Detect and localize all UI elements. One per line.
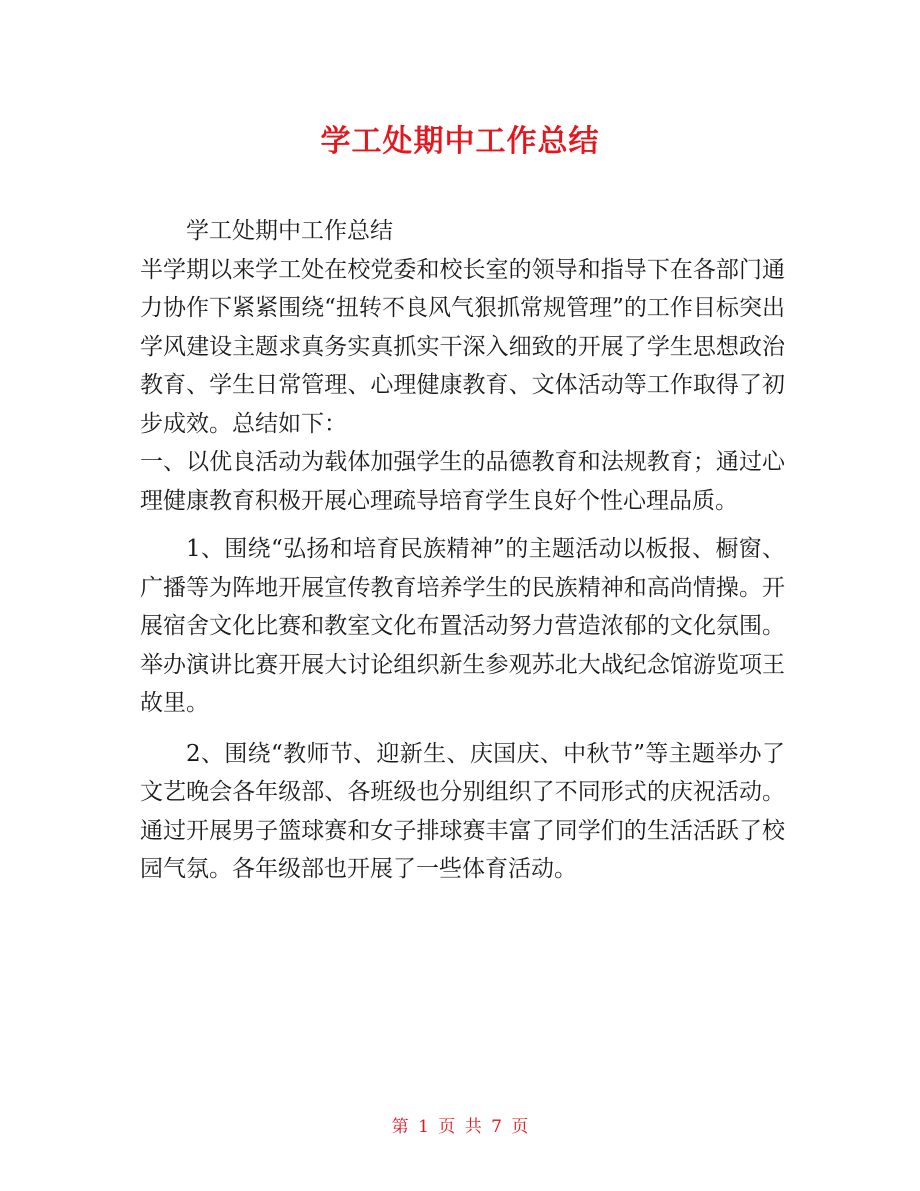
subtitle-paragraph: 学工处期中工作总结 [186, 218, 393, 244]
item-1-paragraph: 1、围绕“弘扬和培育民族精神”的主题活动以板报、橱窗、广播等为阵地开展宣传教育培养学生的民族精神和高尚情操。开展宿舍文化比赛和教室文化布置活动努力营造浓郁的文化氛围。举办演讲比赛开展大讨论组织新生参观苏北大战纪念馆游览项王故里。 [140, 536, 785, 716]
intro-paragraph: 半学期以来学工处在校党委和校长室的领导和指导下在各部门通力协作下紧紧围绕“扭转不良风气狠抓常规管理”的工作目标突出学风建设主题求真务实真抓实干深入细致的开展了学生思想政治教育、学生日常管理、心理健康教育、文体活动等工作取得了初步成效。总结如下： [140, 256, 785, 437]
document-title: 学工处期中工作总结 [320, 124, 600, 159]
document-body [140, 212, 785, 889]
page-number-footer: 第 1 页 共 7 页 [391, 1117, 529, 1137]
item-2-paragraph: 2、围绕“教师节、迎新生、庆国庆、中秋节”等主题举办了文艺晚会各年级部、各班级也分别组织了不同形式的庆祝活动。通过开展男子篮球赛和女子排球赛丰富了同学们的生活活跃了校园气氛。各年级部也开展了一些体育活动。 [140, 740, 785, 882]
section-heading-paragraph: 一、以优良活动为载体加强学生的品德教育和法规教育；通过心理健康教育积极开展心理疏导培育学生良好个性心理品质。 [140, 449, 785, 514]
